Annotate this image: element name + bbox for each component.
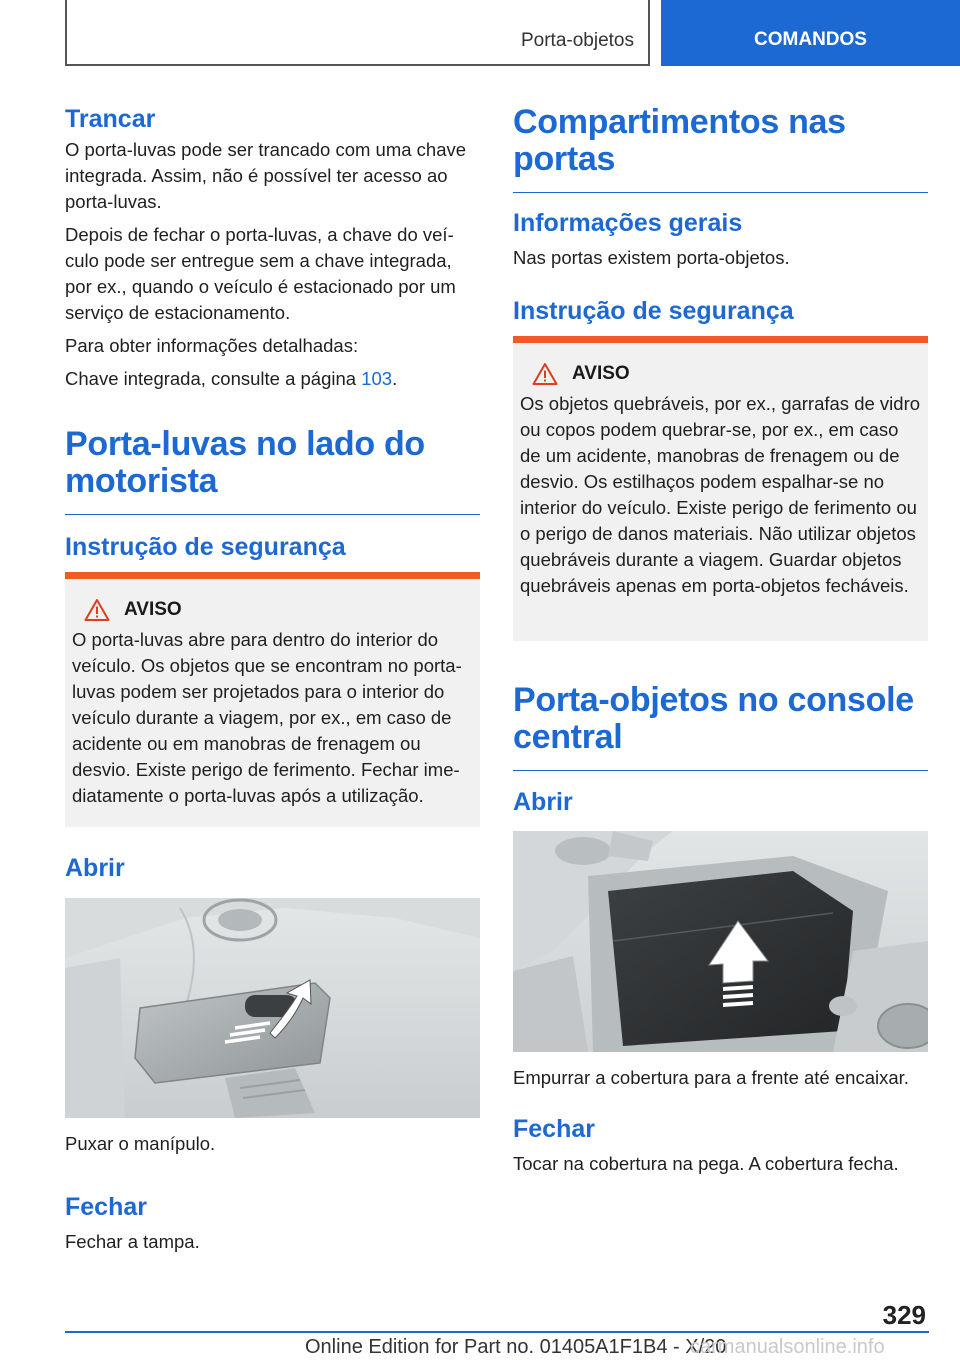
footer-watermark: carmanualsonline.info [690, 1336, 885, 1358]
heading-safety-right: Instrução de segurança [513, 297, 794, 325]
heading-porta-objetos-console: Porta-objetos no console central [513, 682, 928, 771]
trancar-paragraph-3: Para obter informações detalhadas: [65, 335, 359, 356]
trancar-paragraph-2: Depois de fechar o porta-luvas, a chave do veículo pode ser entregue sem a chave integrada, por ex., quando o veículo é estacionado por um serviço de estacionamento. [65, 224, 456, 323]
warning-triangle-icon [532, 362, 558, 386]
heading-abrir-right: Abrir [513, 788, 573, 816]
warning-triangle-icon [84, 598, 110, 622]
fechar-text-right: Tocar na cobertura na pega. A cobertura fecha. [513, 1153, 899, 1174]
warning-text-left: O porta-luvas abre para dentro do interior do veículo. Os objetos que se encontram no porta-luvas podem ser projetados para o interior do veículo durante a viagem, por ex., em caso de acidente ou em manobras de frenagem ou desvio. Existe perigo de ferimento. Fechar imediatamente o porta-luvas após a utilização. [72, 629, 462, 806]
warning-box-right [513, 336, 928, 641]
abrir-caption-left: Puxar o manípulo. [65, 1133, 216, 1154]
warning-box-left [65, 572, 480, 827]
warning-label-right: AVISO [572, 363, 630, 384]
footer-edition: Online Edition for Part no. 01405A1F1B4 - X/20 [305, 1336, 727, 1358]
abrir-caption-right: Empurrar a cobertura para a frente até encaixar. [513, 1067, 909, 1088]
heading-informacoes-gerais: Informações gerais [513, 209, 743, 237]
heading-safety-left: Instrução de segurança [65, 533, 346, 561]
header-section-title: Porta-objetos [520, 30, 634, 51]
heading-fechar-left: Fechar [65, 1193, 147, 1221]
header-section-box [65, 0, 650, 66]
glovebox-illustration [65, 898, 480, 1118]
warning-label-left: AVISO [124, 599, 182, 620]
heading-abrir-left: Abrir [65, 854, 125, 882]
info-text: Nas portas existem porta-objetos. [513, 247, 790, 268]
console-illustration [513, 831, 928, 1052]
heading-trancar: Trancar [65, 105, 156, 133]
page-number: 329 [882, 1300, 926, 1330]
heading-fechar-right: Fechar [513, 1115, 595, 1143]
heading-porta-luvas-motorista: Porta-luvas no lado do motorista [65, 426, 480, 515]
page-link-103[interactable]: 103 [361, 368, 393, 389]
trancar-paragraph-4: Chave integrada, consulte a página 103. [65, 368, 398, 389]
heading-compartimentos-portas: Compartimentos nas portas [513, 104, 928, 193]
warning-text-right: Os objetos quebráveis, por ex., garrafas de vidro ou copos podem quebrar-se, por ex., em caso de um acidente, manobras de frenagem ou de desvio. Os estilhaços podem espalhar-se no interior do veículo. Existe perigo de ferimento ou o perigo de danos materiais. Não utilizar objetos quebráveis durante a viagem. Guardar objetos quebráveis apenas em porta-objetos fecháveis. [520, 393, 921, 596]
trancar-paragraph-1: O porta-luvas pode ser trancado com uma chave integrada. Assim, não é possível ter acesso ao porta-luvas. [65, 139, 467, 212]
fechar-text-left: Fechar a tampa. [65, 1231, 200, 1252]
header-chapter-tab: COMANDOS [661, 0, 960, 66]
footer-divider [65, 1331, 929, 1333]
